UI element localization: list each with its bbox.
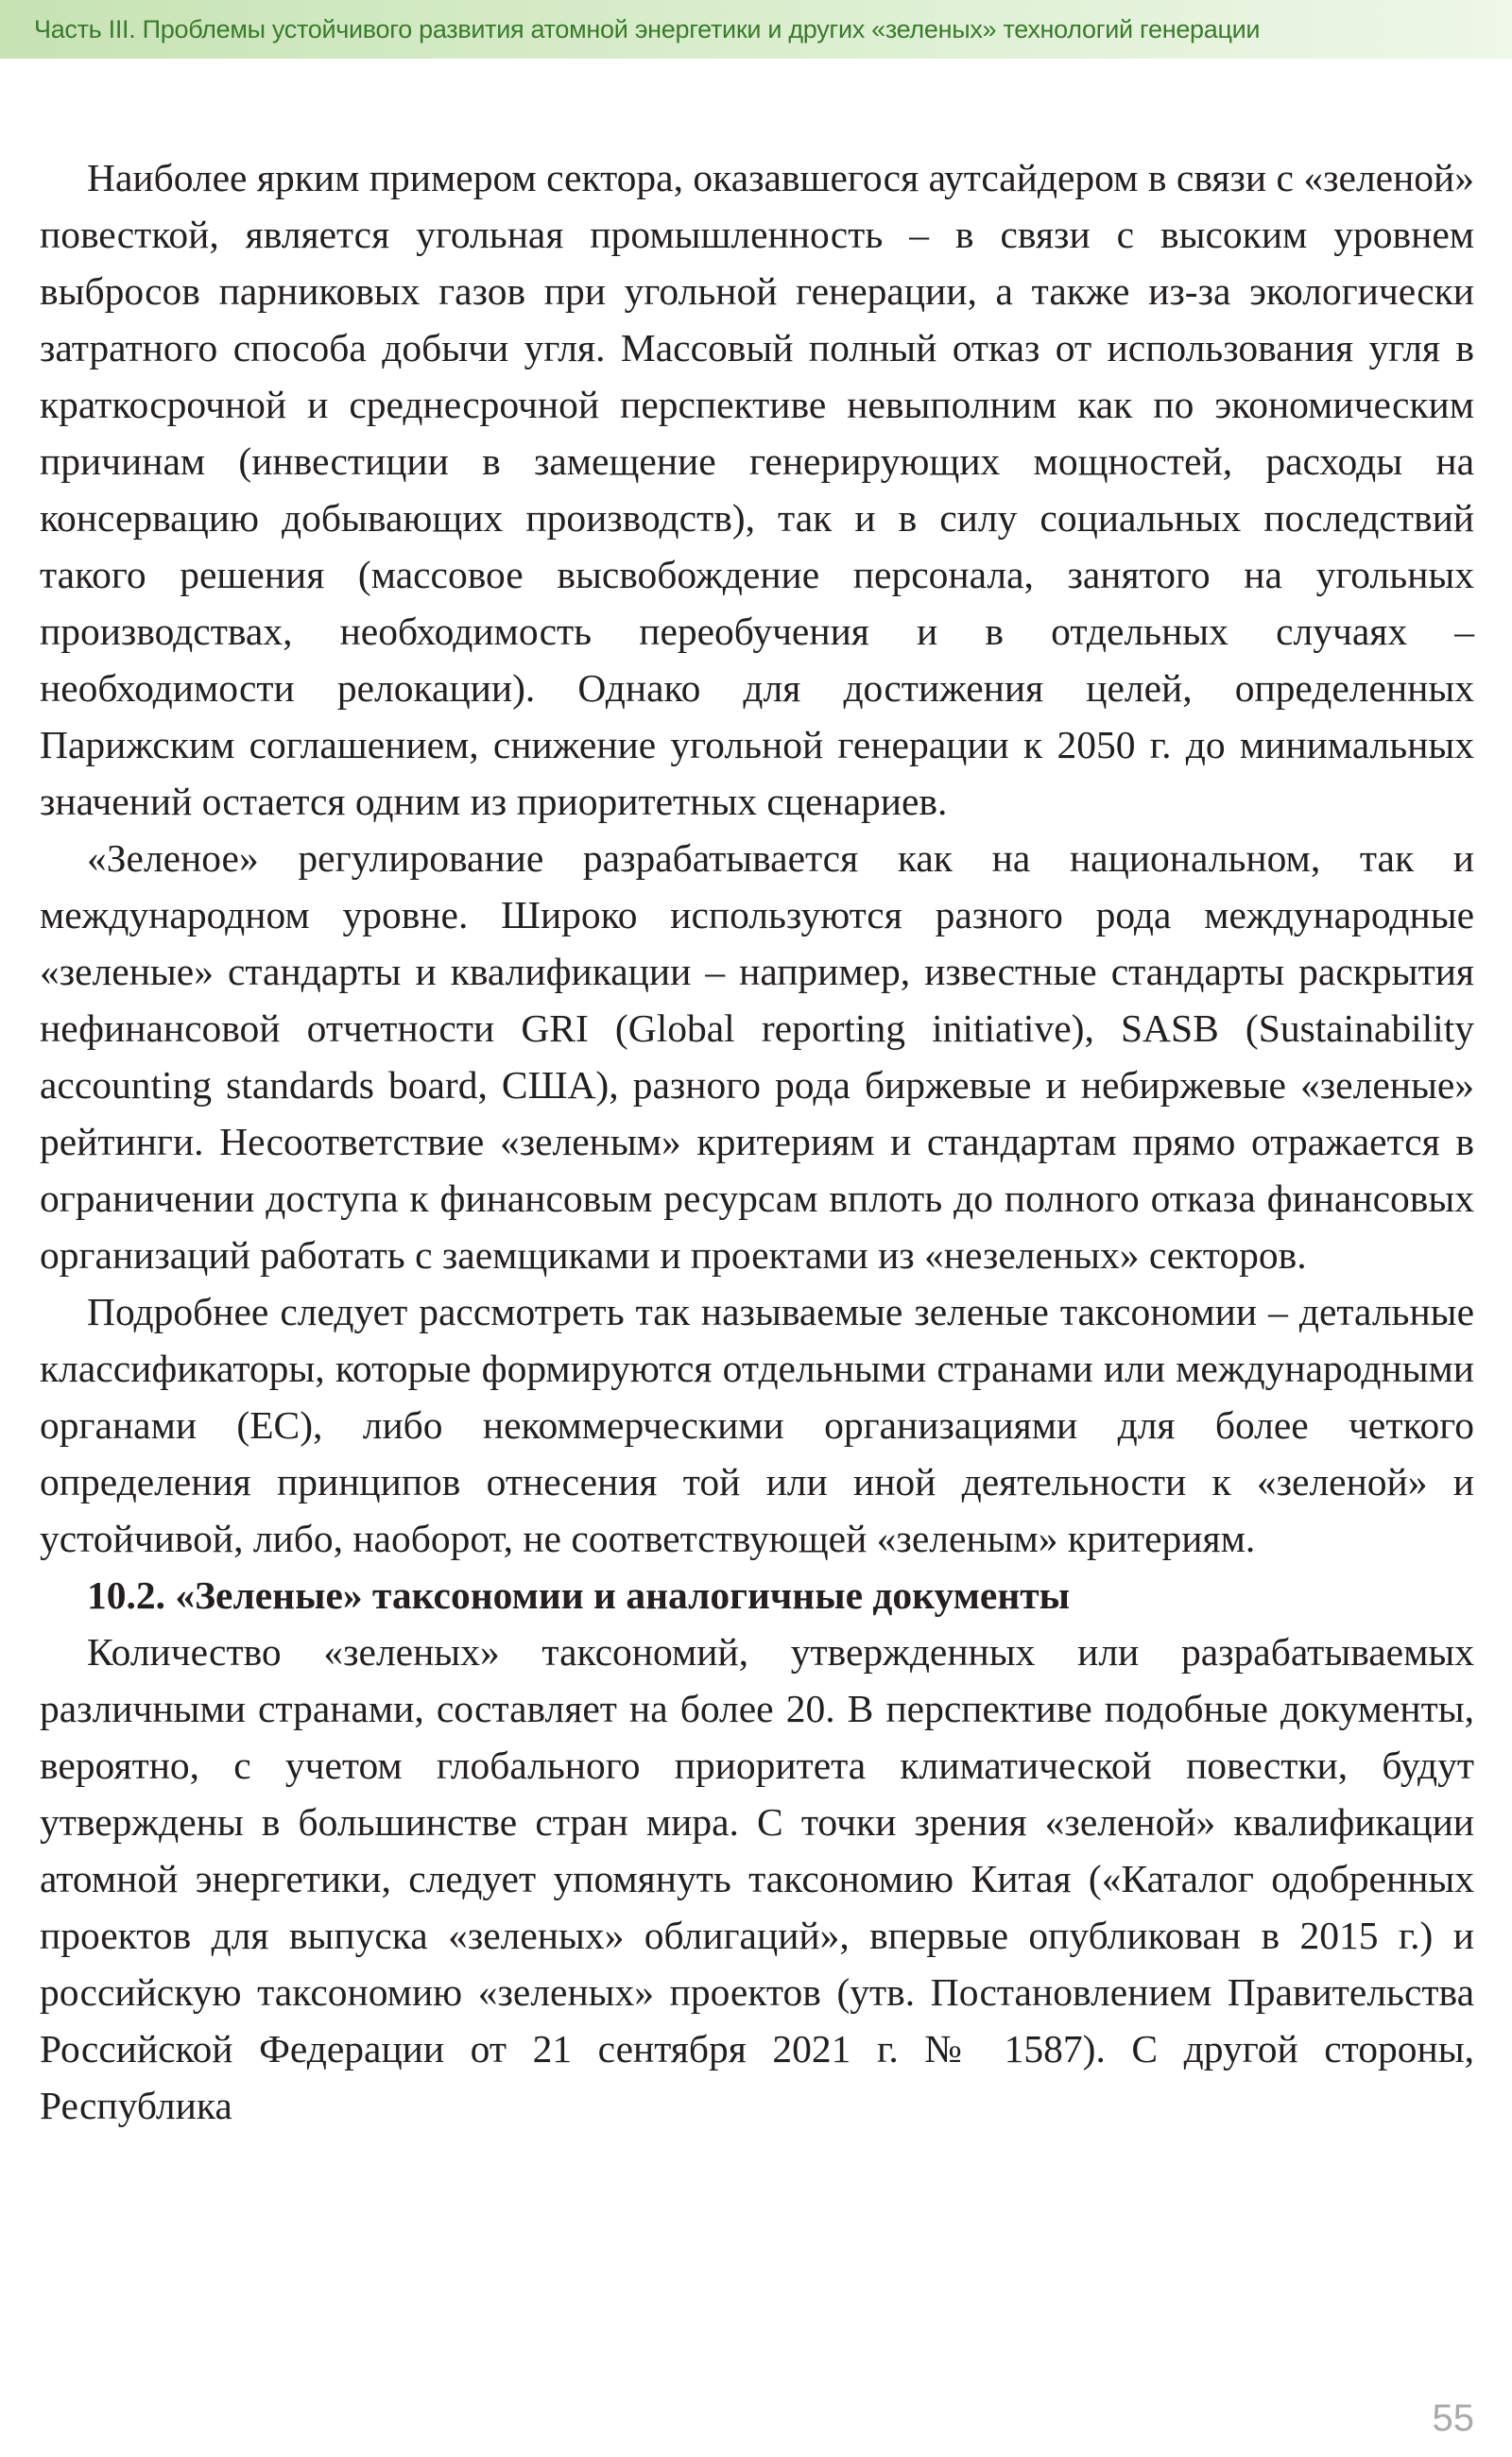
section-heading: 10.2. «Зеленые» таксономии и аналогичные документы (87, 1573, 1071, 1617)
page-body (40, 149, 1474, 2134)
body-paragraph-coal: Наиболее ярким примером сектора, оказавшегося аутсайдером в связи с «зеленой» повесткой, является угольная промышленность – в связи с высоким уровнем выбросов парниковых газов при угольной генерации, а также из-за экологически затратного способа добычи угля. Массовый полный отказ от использования угля в краткосрочной и среднесрочной перспективе невыполним как по экономическим причинам (инвестиции в замещение генерирующих мощностей, расходы на консервацию добывающих производств), так и в силу социальных последствий такого решения (массовое высвобождение персонала, занятого на угольных производствах, необходимость переобучения и в отдельных случаях – необходимости релокации). Однако для достижения целей, определенных Парижским соглашением, снижение угольной генерации к 2050 г. до минимальных значений остается одним из приоритетных сценариев. (40, 156, 1474, 823)
body-paragraph-taxonomy-count: Количество «зеленых» таксономий, утвержденных или разрабатываемых различными странами, составляет на более 20. В перспективе подобные документы, вероятно, с учетом глобального приоритета климатической повестки, будут утверждены в большинстве стран мира. С точки зрения «зеленой» квалификации атомной энергетики, следует упомянуть таксономию Китая («Каталог одобренных проектов для выпуска «зеленых» облигаций», впервые опубликован в 2015 г.) и российскую таксономию «зеленых» проектов (утв. Постановлением Правительства Российской Федерации от 21 сентября 2021 г. № 1587). С другой стороны, Республика (40, 1630, 1474, 2127)
body-paragraph-green-regulation: «Зеленое» регулирование разрабатывается как на национальном, так и международном уровне. Широко используются разного рода международные «зеленые» стандарты и квалификации – например, известные стандарты раскрытия нефинансовой отчетности GRI (Global reporting initiative), SASB (Sustainability accounting standards board, США), разного рода биржевые и небиржевые «зеленые» рейтинги. Несоответствие «зеленым» критериям и стандартам прямо отражается в ограничении доступа к финансовым ресурсам вплоть до полного отказа финансовых организаций работать с заемщиками и проектами из «незеленых» секторов. (40, 836, 1474, 1277)
body-paragraph-taxonomies: Подробнее следует рассмотреть так называемые зеленые таксономии – детальные классификаторы, которые формируются отдельными странами или международными органами (ЕС), либо некоммерческими организациями для более четкого определения принципов отнесения той или иной деятельности к «зеленой» и устойчивой, либо, наоборот, не соответствующей «зеленым» критериям. (40, 1290, 1474, 1560)
page-number: 55 (1432, 2397, 1474, 2439)
running-header (0, 0, 1512, 59)
running-header-title: Часть III. Проблемы устойчивого развития атомной энергетики и других «зеленых» технологий генерации (34, 14, 1261, 43)
